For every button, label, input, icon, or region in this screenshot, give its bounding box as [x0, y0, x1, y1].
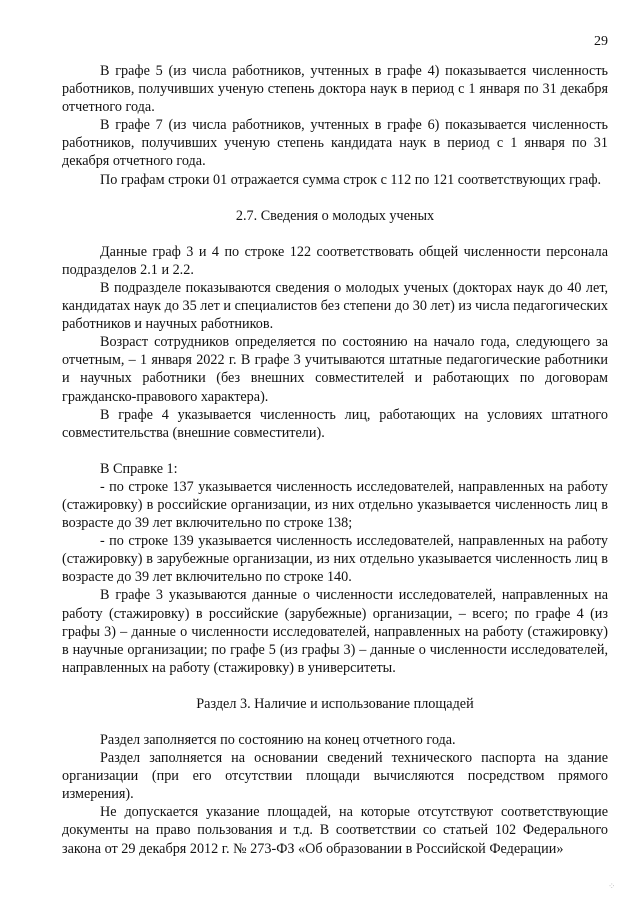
- paragraph: В графе 4 указывается численность лиц, работающих на условиях штатного совместительства (внешние совместители).: [62, 406, 608, 441]
- section-heading-areas: Раздел 3. Наличие и использование площадей: [196, 695, 474, 712]
- paragraph: Данные граф 3 и 4 по строке 122 соответствовать общей численности персонала подразделов 2.1 и 2.2.: [62, 243, 608, 278]
- paragraph: В графе 5 (из числа работников, учтенных в графе 4) показывается численность работников, получивших ученую степень доктора наук в период с 1 января по 31 декабря отчетного года.: [62, 63, 608, 116]
- paragraph: В подразделе показываются сведения о молодых ученых (докторах наук до 40 лет, кандидатах наук до 35 лет и специалистов без степени до 30 лет) из числа педагогических работников и научных работников.: [62, 279, 608, 333]
- page-number: 29: [594, 34, 608, 49]
- paragraph: Не допускается указание площадей, на которые отсутствуют соответствующие документы на право пользования и т.д. В соответствии со статьей 102 Федерального закона от 29 декабря 2012 г. № 273-ФЗ «Об образовании в Российской Федерации»: [62, 804, 608, 857]
- paragraph: В Справке 1:: [100, 460, 178, 477]
- list-item: - по строке 137 указывается численность исследователей, направленных на работу (стажировку) в российские организации, из них отдельно указывается численность лиц в возрасте до 39 лет включительно по строке 138;: [62, 478, 608, 532]
- document-body: [62, 62, 608, 858]
- spacer: [62, 442, 608, 460]
- paragraph: Раздел заполняется по состоянию на конец отчетного года.: [100, 732, 456, 748]
- paragraph: Раздел заполняется на основании сведений технического паспорта на здание организации (при его отсутствии площади вычисляются посредством прямого измерения).: [62, 750, 608, 803]
- scan-artifact-icon: ⁘: [608, 881, 616, 891]
- list-item: - по строке 139 указывается численность исследователей, направленных на работу (стажировку) в зарубежные организации, из них отдельно указывается численность лиц в возрасте до 39 лет включительно по строке 140.: [62, 533, 608, 586]
- paragraph: В графе 3 указываются данные о численности исследователей, направленных на работу (стажировку) в российские (зарубежные) организации, – всего; по графе 4 (из графы 3) – данные о численности исследователей, направленных на работу (стажировку) в научные организации; по графе 5 (из графы 3) – данные о численности исследователей, направленных на работу (стажировку) в университеты.: [62, 587, 608, 676]
- paragraph: По графам строки 01 отражается сумма строк с 112 по 121 соответствующих граф.: [100, 171, 602, 188]
- section-heading-young-scientists: 2.7. Сведения о молодых ученых: [235, 207, 435, 224]
- paragraph: В графе 7 (из числа работников, учтенных в графе 6) показывается численность работников, получивших ученую степень кандидата наук в период с 1 января по 31 декабря отчетного года.: [62, 117, 608, 170]
- paragraph: Возраст сотрудников определяется по состоянию на начало года, следующего за отчетным, – 1 января 2022 г. В графе 3 учитываются штатные педагогические работники и научных работники (без внешних совместителей и работающих по договорам гражданско-правового характера).: [62, 334, 608, 405]
